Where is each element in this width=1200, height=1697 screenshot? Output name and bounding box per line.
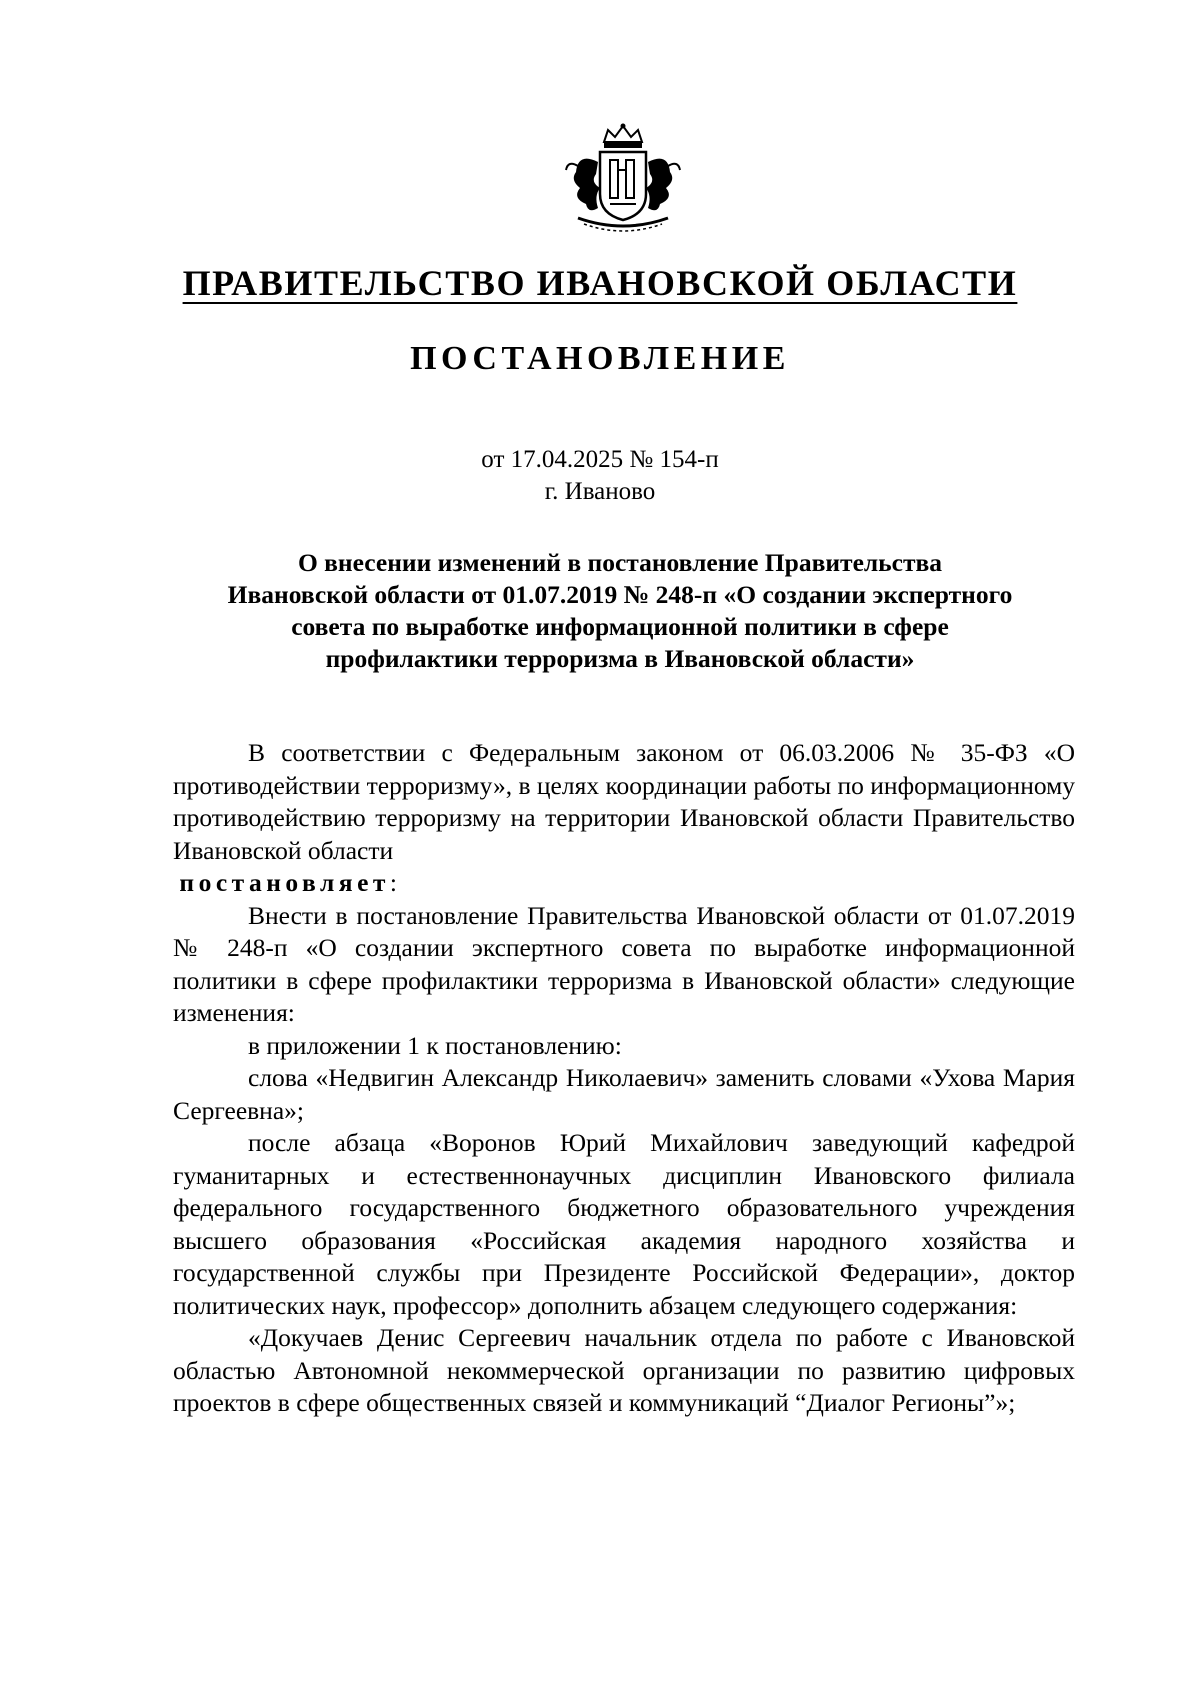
- subject-line: Ивановской области от 01.07.2019 № 248-п «О создании экспертного: [227, 580, 1013, 609]
- government-title: ПРАВИТЕЛЬСТВО ИВАНОВСКОЙ ОБЛАСТИ: [182, 263, 1018, 303]
- subject-line: профилактики терроризма в Ивановской области»: [325, 644, 915, 673]
- document-type: ПОСТАНОВЛЕНИЕ: [410, 340, 790, 377]
- document-date-number: от 17.04.2025 № 154-п: [481, 446, 719, 473]
- body-paragraph: Внести в постановление Правительства Ивановской области от 01.07.2019 № 248-п «О создании экспертного совета по выработке информационной политики в сфере профилактики терроризма в Ивановской области» следующие изменения:: [173, 900, 1075, 1027]
- subject-line: О внесении изменений в постановление Правительства: [297, 548, 943, 577]
- resolves-colon: :: [389, 868, 398, 897]
- document-city: г. Иваново: [544, 478, 656, 505]
- preamble-paragraph: В соответствии с Федеральным законом от 06.03.2006 № 35-ФЗ «О противодействии терроризму», в целях координации работы по информационному противодействию терроризму на территории Ивановской области Правительство Ивановской области: [173, 738, 1075, 865]
- body-paragraph: в приложении 1 к постановлению:: [248, 1030, 622, 1060]
- resolves-paragraph: [173, 867, 1075, 900]
- document-subject: [160, 547, 1080, 675]
- coat-of-arms-icon: [558, 122, 688, 234]
- subject-line: совета по выработке информационной политики в сфере: [291, 612, 949, 641]
- body-paragraph: после абзаца «Воронов Юрий Михайлович заведующий кафедрой гуманитарных и естественнонаучных дисциплин Ивановского филиала федерального государственного бюджетного образовательного учреждения высшего образования «Российская академия народного хозяйства и государственной службы при Президенте Российской Федерации», доктор политических наук, профессор» дополнить абзацем следующего содержания:: [173, 1128, 1075, 1320]
- document-body: [173, 737, 1075, 1420]
- resolves-word: постановляет: [179, 868, 390, 897]
- body-paragraph: «Докучаев Денис Сергеевич начальник отдела по работе с Ивановской областью Автономной некоммерческой организации по развитию цифровых проектов в сфере общественных связей и коммуникаций “Диалог Регионы”»;: [173, 1323, 1075, 1417]
- body-paragraph: слова «Недвигин Александр Николаевич» заменить словами «Ухова Мария Сергеевна»;: [173, 1063, 1075, 1125]
